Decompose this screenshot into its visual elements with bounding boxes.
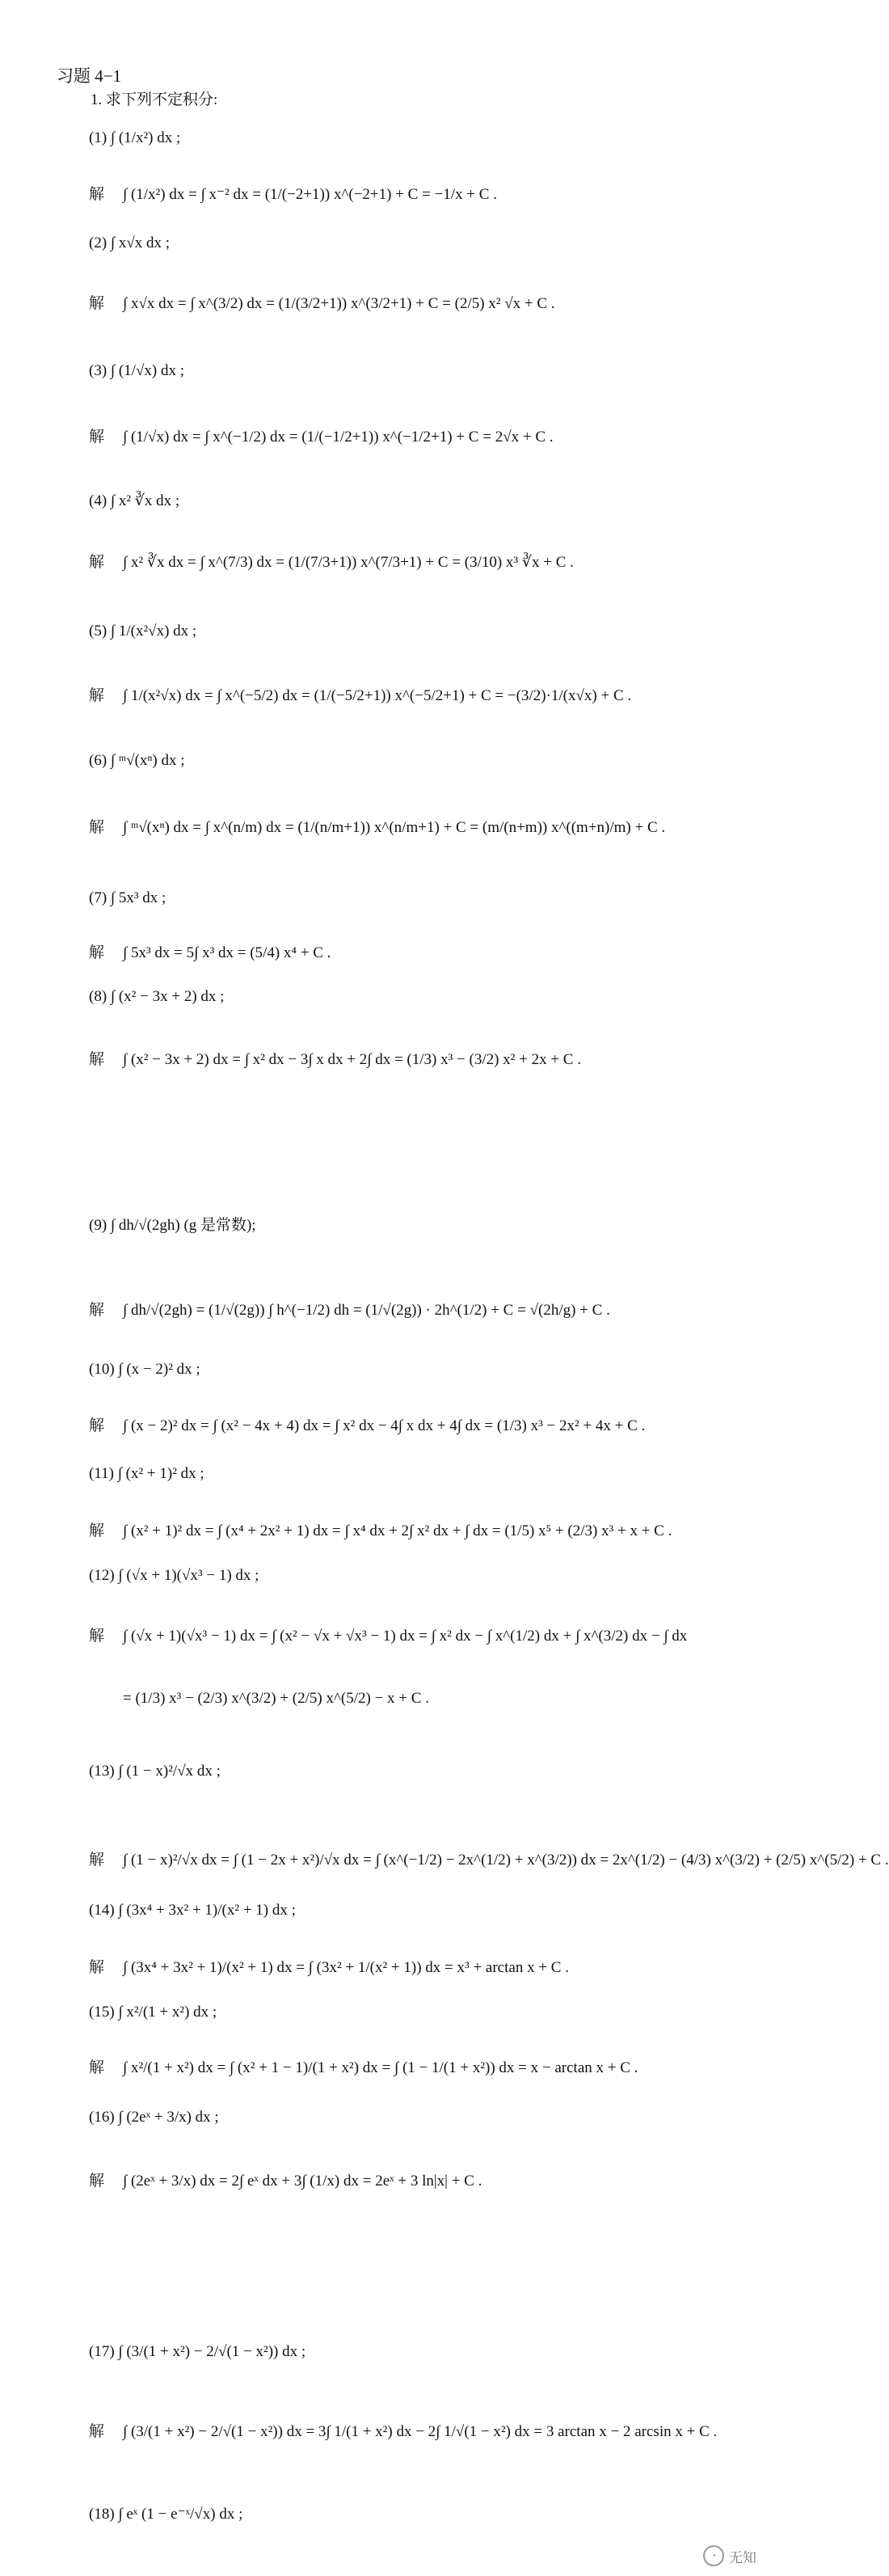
solution-1-text: ∫ (1/x²) dx = ∫ x⁻² dx = (1/(−2+1)) x^(−2+1) + C = −1/x + C . bbox=[123, 186, 497, 203]
solution-8-text: ∫ (x² − 3x + 2) dx = ∫ x² dx − 3∫ x dx + 2∫ dx = (1/3) x³ − (3/2) x² + 2x + C . bbox=[123, 1051, 581, 1068]
solution-label: 解 bbox=[89, 1522, 105, 1539]
solution-9 bbox=[89, 1298, 610, 1320]
solution-7 bbox=[89, 940, 331, 962]
watermark bbox=[703, 2545, 756, 2566]
solution-label: 解 bbox=[89, 429, 105, 446]
solution-label: 解 bbox=[89, 819, 105, 836]
watermark-text: 无知 bbox=[729, 2549, 756, 2565]
problem-11: (11) ∫ (x² + 1)² dx ; bbox=[89, 1465, 204, 1482]
solution-label: 解 bbox=[89, 1051, 105, 1068]
problem-2: (2) ∫ x√x dx ; bbox=[89, 234, 171, 251]
problem-4: (4) ∫ x² ∛x dx ; bbox=[89, 492, 180, 509]
solution-6-text: ∫ ᵐ√(xⁿ) dx = ∫ x^(n/m) dx = (1/(n/m+1)) x^(n/m+1) + C = (m/(n+m)) x^((m+n)/m) + C . bbox=[123, 819, 666, 836]
solution-14 bbox=[89, 1955, 569, 1977]
solution-5-text: ∫ 1/(x²√x) dx = ∫ x^(−5/2) dx = (1/(−5/2+1)) x^(−5/2+1) + C = −(3/2)·1/(x√x) + C . bbox=[123, 687, 632, 704]
solution-8 bbox=[89, 1047, 581, 1069]
solution-label: 解 bbox=[89, 944, 105, 961]
solution-label: 解 bbox=[89, 2423, 105, 2440]
solution-12-continued: = (1/3) x³ − (2/3) x^(3/2) + (2/5) x^(5/2) − x + C . bbox=[123, 1690, 429, 1707]
solution-7-text: ∫ 5x³ dx = 5∫ x³ dx = (5/4) x⁴ + C . bbox=[123, 944, 331, 961]
solution-3 bbox=[89, 424, 554, 446]
solution-16 bbox=[89, 2168, 482, 2190]
problem-9: (9) ∫ dh/√(2gh) (g 是常数); bbox=[89, 1217, 256, 1234]
solution-4 bbox=[89, 550, 574, 572]
problem-12: (12) ∫ (√x + 1)(√x³ − 1) dx ; bbox=[89, 1567, 259, 1584]
problem-6: (6) ∫ ᵐ√(xⁿ) dx ; bbox=[89, 752, 185, 769]
solution-3-text: ∫ (1/√x) dx = ∫ x^(−1/2) dx = (1/(−1/2+1)) x^(−1/2+1) + C = 2√x + C . bbox=[123, 429, 554, 446]
solution-5 bbox=[89, 683, 631, 705]
problem-5: (5) ∫ 1/(x²√x) dx ; bbox=[89, 623, 197, 640]
solution-9-text: ∫ dh/√(2gh) = (1/√(2g)) ∫ h^(−1/2) dh = (1/√(2g)) · 2h^(1/2) + C = √(2h/g) + C . bbox=[123, 1302, 610, 1319]
solution-label: 解 bbox=[89, 186, 105, 203]
solution-2-text: ∫ x√x dx = ∫ x^(3/2) dx = (1/(3/2+1)) x^(3/2+1) + C = (2/5) x² √x + C . bbox=[123, 295, 555, 312]
solution-14-text: ∫ (3x⁴ + 3x² + 1)/(x² + 1) dx = ∫ (3x² + 1/(x² + 1)) dx = x³ + arctan x + C . bbox=[123, 1959, 569, 1976]
solution-label: 解 bbox=[89, 1852, 105, 1869]
problem-17: (17) ∫ (3/(1 + x²) − 2/√(1 − x²)) dx ; bbox=[89, 2343, 306, 2360]
problem-1: (1) ∫ (1/x²) dx ; bbox=[89, 129, 181, 146]
solution-2 bbox=[89, 291, 555, 313]
problem-7: (7) ∫ 5x³ dx ; bbox=[89, 889, 166, 906]
solution-10-text: ∫ (x − 2)² dx = ∫ (x² − 4x + 4) dx = ∫ x² dx − 4∫ x dx + 4∫ dx = (1/3) x³ − 2x² + 4x + C . bbox=[123, 1417, 646, 1434]
wechat-icon: ◔ bbox=[703, 2545, 724, 2566]
solution-13-text: ∫ (1 − x)²/√x dx = ∫ (1 − 2x + x²)/√x dx = ∫ (x^(−1/2) − 2x^(1/2) + x^(3/2)) dx = 2x^(1/2) − (4/3) x^(3/2) + (2/5) x^(5/2) + C . bbox=[123, 1852, 889, 1869]
problem-3: (3) ∫ (1/√x) dx ; bbox=[89, 362, 184, 379]
solution-15-text: ∫ x²/(1 + x²) dx = ∫ (x² + 1 − 1)/(1 + x²) dx = ∫ (1 − 1/(1 + x²)) dx = x − arctan x + C . bbox=[123, 2059, 638, 2076]
problem-8: (8) ∫ (x² − 3x + 2) dx ; bbox=[89, 988, 225, 1005]
problem-15: (15) ∫ x²/(1 + x²) dx ; bbox=[89, 2004, 217, 2021]
problem-14: (14) ∫ (3x⁴ + 3x² + 1)/(x² + 1) dx ; bbox=[89, 1902, 296, 1919]
solution-13 bbox=[89, 1848, 889, 1869]
solution-6 bbox=[89, 815, 665, 837]
solution-12 bbox=[89, 1624, 687, 1645]
solution-label: 解 bbox=[89, 1628, 105, 1645]
solution-label: 解 bbox=[89, 554, 105, 571]
problem-18: (18) ∫ eˣ (1 − e⁻ˣ/√x) dx ; bbox=[89, 2506, 243, 2523]
solution-label: 解 bbox=[89, 1417, 105, 1434]
solution-11-text: ∫ (x² + 1)² dx = ∫ (x⁴ + 2x² + 1) dx = ∫ x⁴ dx + 2∫ x² dx + ∫ dx = (1/5) x⁵ + (2/3) x³ + x + C . bbox=[123, 1522, 672, 1539]
solution-11 bbox=[89, 1518, 672, 1540]
problem-10: (10) ∫ (x − 2)² dx ; bbox=[89, 1361, 200, 1378]
solution-label: 解 bbox=[89, 2059, 105, 2076]
solution-12-text: ∫ (√x + 1)(√x³ − 1) dx = ∫ (x² − √x + √x³ − 1) dx = ∫ x² dx − ∫ x^(1/2) dx + ∫ x^(3/2) dx − ∫ dx bbox=[123, 1628, 688, 1645]
solution-1 bbox=[89, 182, 497, 204]
solution-label: 解 bbox=[89, 1959, 105, 1976]
solution-label: 解 bbox=[89, 295, 105, 312]
solution-17-text: ∫ (3/(1 + x²) − 2/√(1 − x²)) dx = 3∫ 1/(1 + x²) dx − 2∫ 1/√(1 − x²) dx = 3 arctan x − 2 arcsin x + C . bbox=[123, 2423, 718, 2440]
page-title: 习题 4−1 bbox=[57, 66, 122, 86]
instruction-text: 1. 求下列不定积分: bbox=[91, 91, 218, 108]
problem-16: (16) ∫ (2eˣ + 3/x) dx ; bbox=[89, 2109, 219, 2126]
problem-13: (13) ∫ (1 − x)²/√x dx ; bbox=[89, 1763, 221, 1780]
solution-10 bbox=[89, 1413, 645, 1435]
solution-4-text: ∫ x² ∛x dx = ∫ x^(7/3) dx = (1/(7/3+1)) x^(7/3+1) + C = (3/10) x³ ∛x + C . bbox=[123, 554, 574, 571]
solution-17 bbox=[89, 2419, 717, 2441]
solution-15 bbox=[89, 2055, 638, 2077]
solution-label: 解 bbox=[89, 687, 105, 704]
solution-label: 解 bbox=[89, 2173, 105, 2190]
solution-label: 解 bbox=[89, 1302, 105, 1319]
solution-16-text: ∫ (2eˣ + 3/x) dx = 2∫ eˣ dx + 3∫ (1/x) dx = 2eˣ + 3 ln|x| + C . bbox=[123, 2173, 482, 2190]
